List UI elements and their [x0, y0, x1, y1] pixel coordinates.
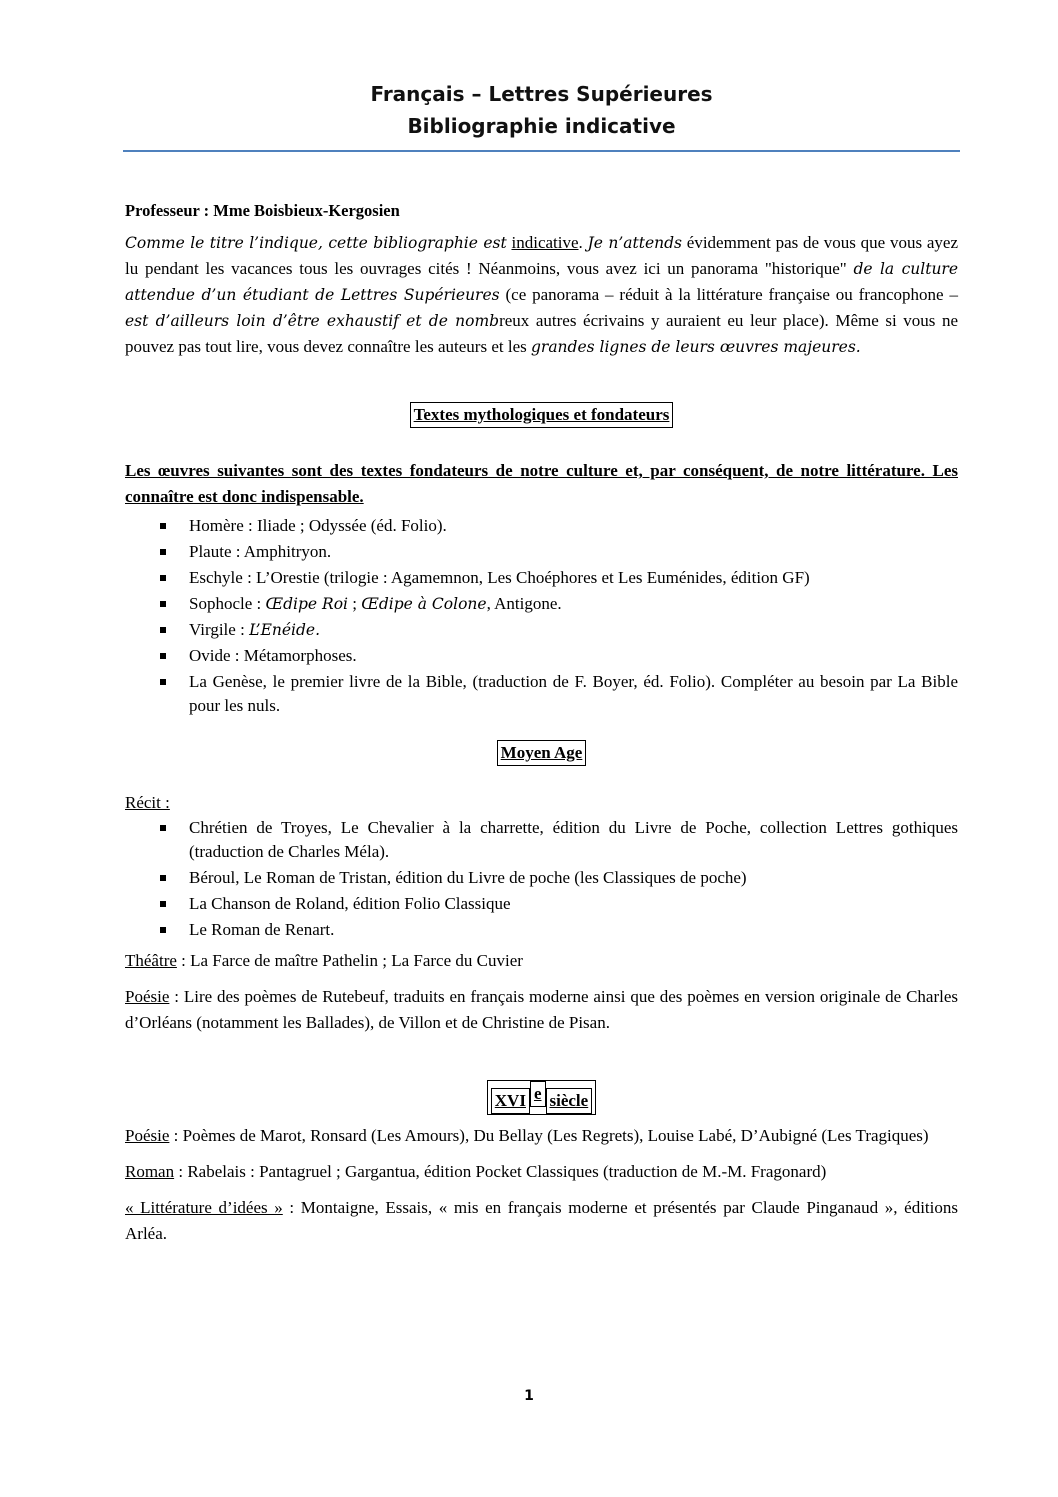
document-header	[125, 78, 958, 142]
poesie-xvi-text: : Poèmes de Marot, Ronsard (Les Amours), Du Bellay (Les Regrets), Louise Labé, D’Aubigné (Les Tragiques)	[169, 1125, 929, 1145]
sophocle-author: Sophocle :	[189, 594, 266, 613]
list-item: Béroul, Le Roman de Tristan, édition du Livre de poche (les Classiques de poche)	[189, 866, 958, 890]
xvi-roman: XVI	[491, 1088, 530, 1114]
poesie-xvi-label: Poésie	[125, 1125, 170, 1145]
intro-italic-3: de la culture attendue d’un étudiant de Lettres Supérieures	[125, 260, 959, 304]
section-title-mythology-label: Textes mythologiques et fondateurs	[410, 402, 674, 428]
intro-paragraph	[125, 230, 958, 360]
intro-period: .	[578, 233, 583, 252]
theatre-label: Théâtre	[125, 951, 177, 970]
xvi-sup: e	[530, 1081, 546, 1107]
section-title-xvi	[125, 1080, 958, 1115]
list-item: La Genèse, le premier livre de la Bible, (traduction de F. Boyer, éd. Folio). Compléter au besoin par La Bible pour les nuls.	[189, 670, 958, 718]
moyen-age-recit-list	[125, 816, 958, 942]
roman-label: Roman	[125, 1161, 175, 1181]
mythology-notice: Les œuvres suivantes sont des textes fondateurs de notre culture et, par conséquent, de notre littérature. Les connaître est donc indispensable.	[125, 461, 958, 506]
section-title-mythology	[125, 402, 958, 428]
page-content	[125, 78, 958, 1247]
mythology-list	[125, 514, 958, 718]
list-item	[189, 618, 958, 642]
sophocle-work-3: , Antigone.	[486, 594, 562, 613]
idees-text: : Montaigne, Essais, « mis en français moderne et présentés par Claude Pinganaud », éditions Arléa.	[125, 1197, 958, 1243]
intro-italic-5: grandes lignes de leurs œuvres majeures.	[530, 338, 861, 356]
recit-label-text: Récit :	[125, 793, 170, 812]
list-item: Homère : Iliade ; Odyssée (éd. Folio).	[189, 514, 958, 538]
section-title-xvi-label	[487, 1080, 596, 1115]
virgile-work: L’Enéide.	[249, 621, 321, 639]
section-title-moyen-age	[125, 740, 958, 766]
intro-text-2: évidemment pas de vous que vous ayez lu pendant les vacances tous les ouvrages cités ! Néanmoins, vous avez ici un panorama "historique"	[125, 233, 958, 278]
intro-text-3: (ce panorama – réduit à la littérature française ou francophone –	[505, 285, 958, 304]
roman-text: : Rabelais : Pantagruel ; Gargantua, édition Pocket Classiques (traduction de M.-M. Fragonard)	[174, 1161, 827, 1181]
professor-line: Professeur : Mme Boisbieux-Kergosien	[125, 201, 400, 220]
intro-italic-4: est d’ailleurs loin d’être exhaustif et de nomb	[125, 312, 500, 330]
list-item: Ovide : Métamorphoses.	[189, 644, 958, 668]
sophocle-work-1: Œdipe Roi	[265, 595, 348, 613]
poesie-moyen-age-line	[125, 984, 958, 1036]
sophocle-work-2: Œdipe à Colone	[361, 595, 487, 613]
roman-xvi-line	[125, 1159, 958, 1185]
theatre-text: : La Farce de maître Pathelin ; La Farce du Cuvier	[176, 951, 523, 970]
list-item: La Chanson de Roland, édition Folio Classique	[189, 892, 958, 916]
intro-italic-2: Je n’attends	[587, 234, 683, 252]
intro-underline-indicative: indicative	[511, 233, 579, 252]
xvi-rest: siècle	[546, 1088, 593, 1114]
title-divider	[123, 150, 960, 152]
list-item: Chrétien de Troyes, Le Chevalier à la charrette, édition du Livre de Poche, collection Lettres gothiques (traduction de Charles Méla).	[189, 816, 958, 864]
list-item: Eschyle : L’Orestie (trilogie : Agamemnon, Les Choéphores et Les Euménides, édition GF)	[189, 566, 958, 590]
poesie-label: Poésie	[125, 987, 170, 1006]
theatre-line	[125, 948, 958, 974]
idees-xvi-line	[125, 1195, 958, 1247]
list-item: Plaute : Amphitryon.	[189, 540, 958, 564]
intro-italic-1: Comme le titre l’indique, cette bibliographie est	[125, 234, 507, 252]
page-number: 1	[524, 1388, 534, 1404]
intro-text-4: reux autres écrivains y auraient eu leur place). Même si vous ne pouvez pas tout lire, vous devez connaître les auteurs et les	[125, 311, 958, 356]
list-item	[189, 592, 958, 616]
recit-label	[125, 790, 958, 816]
section-title-moyen-age-label: Moyen Age	[497, 740, 587, 766]
sophocle-separator: ;	[348, 594, 362, 613]
virgile-author: Virgile :	[189, 620, 250, 639]
idees-label: « Littérature d’idées »	[125, 1197, 283, 1217]
poesie-text: : Lire des poèmes de Rutebeuf, traduits en français moderne ainsi que des poèmes en version originale de Charles d’Orléans (notamment les Ballades), de Villon et de Christine de Pisan.	[125, 987, 958, 1032]
poesie-xvi-line	[125, 1123, 958, 1149]
list-item: Le Roman de Renart.	[189, 918, 958, 942]
page-title: Français – Lettres Supérieures	[370, 82, 713, 106]
page-subtitle: Bibliographie indicative	[407, 114, 676, 138]
